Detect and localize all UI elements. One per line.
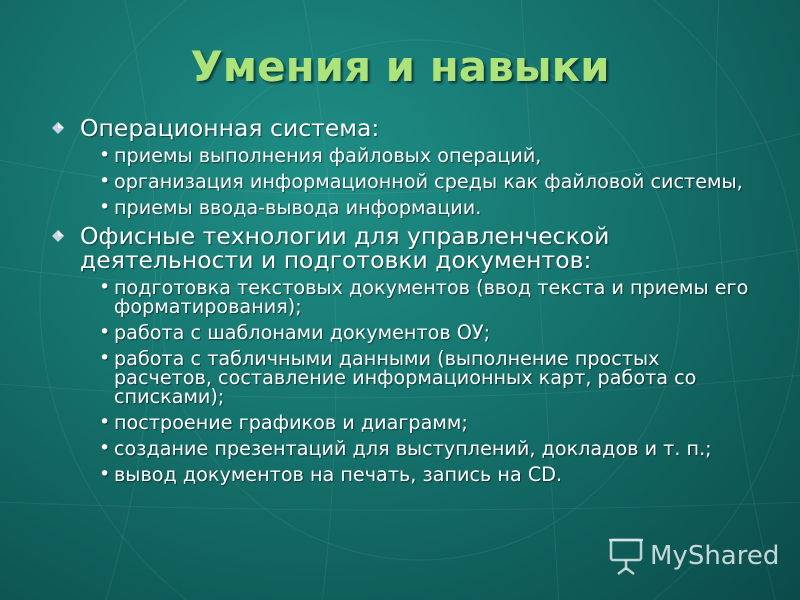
diamond-bullet-icon [52, 230, 64, 242]
list-item: • приемы выполнения файловых операций, [99, 144, 542, 167]
list-item: • подготовка текстовых документов (ввод текста и приемы его форматирования); [99, 276, 749, 318]
section-heading: Операционная система: [52, 116, 752, 140]
section-office-technologies [52, 224, 752, 484]
presentation-board-icon [608, 536, 644, 576]
section-heading: Офисные технологии для управленческой деятельности и подготовки документов: [52, 224, 752, 272]
slide-content [52, 116, 752, 491]
bullet-list [52, 278, 752, 484]
bullet-list [52, 146, 752, 217]
dot-bullet-icon: • [99, 144, 111, 166]
dot-bullet-icon: • [99, 276, 111, 298]
list-item: • работа с табличными данными (выполнение простых расчетов, составление информационных карт, работа со списками); [99, 347, 697, 408]
dot-bullet-icon: • [99, 321, 111, 343]
list-item: • организация информационной среды как файловой системы, [99, 170, 743, 193]
dot-bullet-icon: • [99, 437, 111, 459]
dot-bullet-icon: • [99, 347, 111, 369]
watermark [608, 536, 779, 576]
diamond-bullet-icon [52, 122, 64, 134]
dot-bullet-icon: • [99, 196, 111, 218]
watermark-text: MyShared [650, 541, 780, 571]
list-item: • построение графиков и диаграмм; [99, 411, 468, 434]
list-item: • приемы ввода-вывода информации. [99, 196, 482, 219]
dot-bullet-icon: • [99, 411, 111, 433]
dot-bullet-icon: • [99, 463, 111, 485]
list-item: • вывод документов на печать, запись на CD. [99, 463, 563, 486]
list-item: • создание презентаций для выступлений, докладов и т. п.; [99, 437, 712, 460]
dot-bullet-icon: • [99, 170, 111, 192]
slide-title: Умения и навыки [190, 42, 610, 91]
section-operating-system [52, 116, 752, 217]
list-item: • работа с шаблонами документов ОУ; [99, 321, 491, 344]
